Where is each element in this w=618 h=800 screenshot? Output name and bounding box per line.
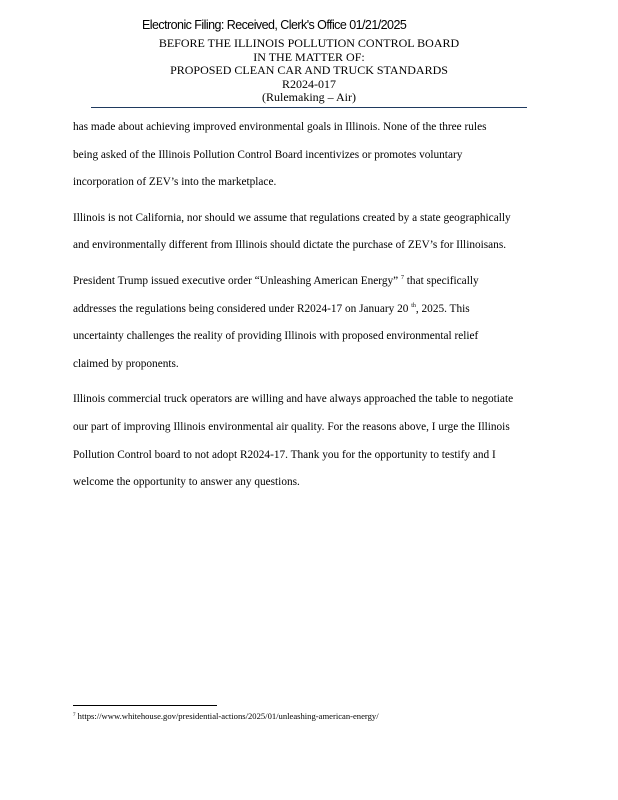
header-docket-number: R2024-017: [282, 76, 336, 91]
paragraph-3-line-3: uncertainty challenges the reality of providing Illinois with proposed environmental relief: [73, 330, 479, 343]
footnote: [73, 711, 379, 721]
paragraph-4-line-2: our part of improving Illinois environmental air quality. For the reasons above, I urge the Illinois: [73, 420, 510, 433]
paragraph-3-line-1-text-b: that specifically: [406, 274, 479, 287]
paragraph-3-line-4: claimed by proponents.: [73, 357, 179, 370]
footnote-number: 7: [73, 713, 76, 718]
electronic-filing-stamp: Electronic Filing: Received, Clerk's Office 01/21/2025: [142, 18, 407, 32]
header-board-line: BEFORE THE ILLINOIS POLLUTION CONTROL BOARD: [158, 36, 460, 50]
paragraph-3-line-1-text-a: President Trump issued executive order “Unleashing American Energy”: [73, 274, 399, 287]
paragraph-3-line-1: [73, 268, 545, 296]
paragraph-1: [73, 114, 545, 197]
paragraph-3-line-2-text-a: addresses the regulations being considered under R2024-17 on January 20: [73, 302, 409, 315]
header-divider: [91, 107, 527, 108]
ordinal-suffix: th: [411, 302, 416, 309]
paragraph-1-line-1: has made about achieving improved environmental goals in Illinois. None of the three rules: [73, 121, 487, 133]
header-rulemaking-type: (Rulemaking – Air): [262, 90, 356, 104]
paragraph-3: [73, 268, 545, 378]
footnote-separator: [73, 705, 217, 706]
footnote-url-link[interactable]: https://www.whitehouse.gov/presidential-actions/2025/01/unleashing-american-energy/: [77, 711, 379, 721]
paragraph-4: [73, 386, 545, 496]
document-header: [0, 37, 618, 105]
footnote-reference: 7: [400, 274, 404, 281]
paragraph-3-line-2: [73, 296, 545, 324]
paragraph-4-line-3: Pollution Control board to not adopt R2024-17. Thank you for the opportunity to testify and I: [73, 448, 496, 461]
paragraph-4-line-4: welcome the opportunity to answer any questions.: [73, 476, 300, 489]
paragraph-1-line-3: incorporation of ZEV’s into the marketplace.: [73, 176, 277, 189]
document-body: [73, 114, 545, 505]
paragraph-4-line-1: Illinois commercial truck operators are willing and have always approached the table to negotiate: [73, 393, 514, 406]
paragraph-1-line-2: being asked of the Illinois Pollution Control Board incentivizes or promotes voluntary: [73, 148, 463, 161]
paragraph-2-line-2: and environmentally different from Illinois should dictate the purchase of ZEV’s for Illinoisans.: [73, 239, 507, 252]
header-proposal-line: PROPOSED CLEAN CAR AND TRUCK STANDARDS: [170, 63, 448, 77]
paragraph-2-line-1: Illinois is not California, nor should we assume that regulations created by a state geographically: [73, 211, 511, 224]
paragraph-2: [73, 205, 545, 260]
paragraph-3-line-2-text-b: , 2025. This: [415, 302, 470, 315]
header-matter-line: IN THE MATTER OF:: [253, 49, 365, 64]
